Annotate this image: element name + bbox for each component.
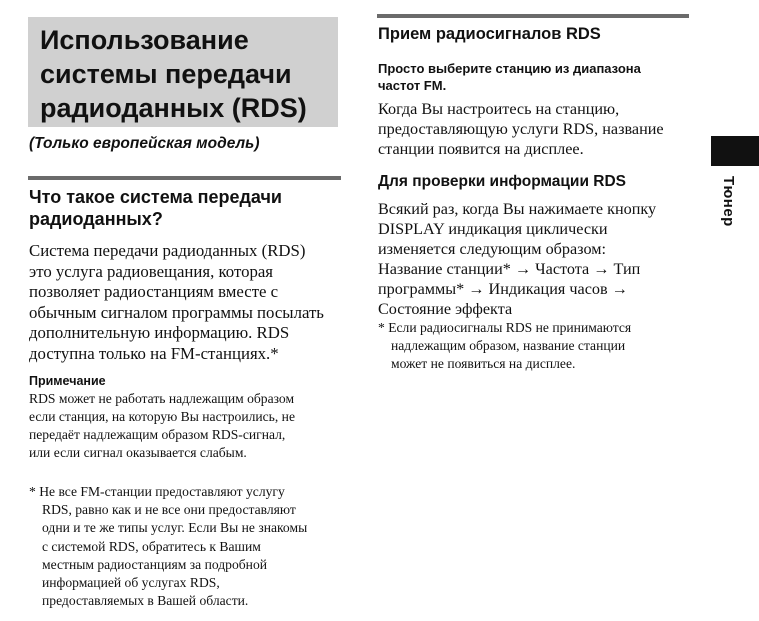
page-subtitle: (Только европейская модель) — [29, 135, 260, 152]
note-heading: Примечание — [29, 374, 106, 388]
section-body-what-is-rds: Система передачи радиоданных (RDS) это услуга радиовещания, которая позволяет радиостанциям вместе с обычным сигналом программы посылать дополнительную информацию. RDS доступна только на FM-станциях.* — [29, 241, 324, 363]
check-body: Всякий раз, когда Вы нажимаете кнопку DISPLAY индикация циклически изменяется следующим образом: Название станции* → Частота → Тип программы* → Индикация часов → Состояние эффекта — [378, 200, 657, 318]
page-title: Использование системы передачи радиоданных (RDS) — [40, 25, 307, 123]
side-tab-marker — [711, 136, 759, 166]
section-heading-rds-reception: Прием радиосигналов RDS — [378, 25, 601, 43]
note-body: RDS может не работать надлежащим образом если станция, на которую Вы настроились, не передаёт надлежащим образом RDS-сигнал, или если сигнал оказывается слабым. — [29, 391, 295, 460]
footnote-left: * Не все FM-станции предоставляют услугу RDS, равно как и не все они предоставляют одни и те же типы услуг. Если Вы не знакомы с системой RDS, обратитесь к Вашим местным радиостанциям за подробной информацией об услугах RDS, предоставляемых в Вашей области. — [29, 484, 308, 609]
section-divider-right — [377, 14, 689, 18]
section-heading-what-is-rds: Что такое система передачи радиоданных? — [29, 187, 282, 229]
check-heading: Для проверки информации RDS — [378, 173, 627, 190]
footnote-right: * Если радиосигналы RDS не принимаются надлежащим образом, название станции может не появиться на дисплее. — [378, 320, 632, 372]
intro-body: Когда Вы настроитесь на станцию, предоставляющую услуги RDS, название станции появится на дисплее. — [378, 100, 664, 158]
title-box — [28, 17, 338, 127]
intro-instruction: Просто выберите станцию из диапазона частот FM. — [378, 61, 641, 93]
section-divider-left — [28, 176, 341, 180]
side-tab-label: Тюнер — [720, 176, 737, 227]
